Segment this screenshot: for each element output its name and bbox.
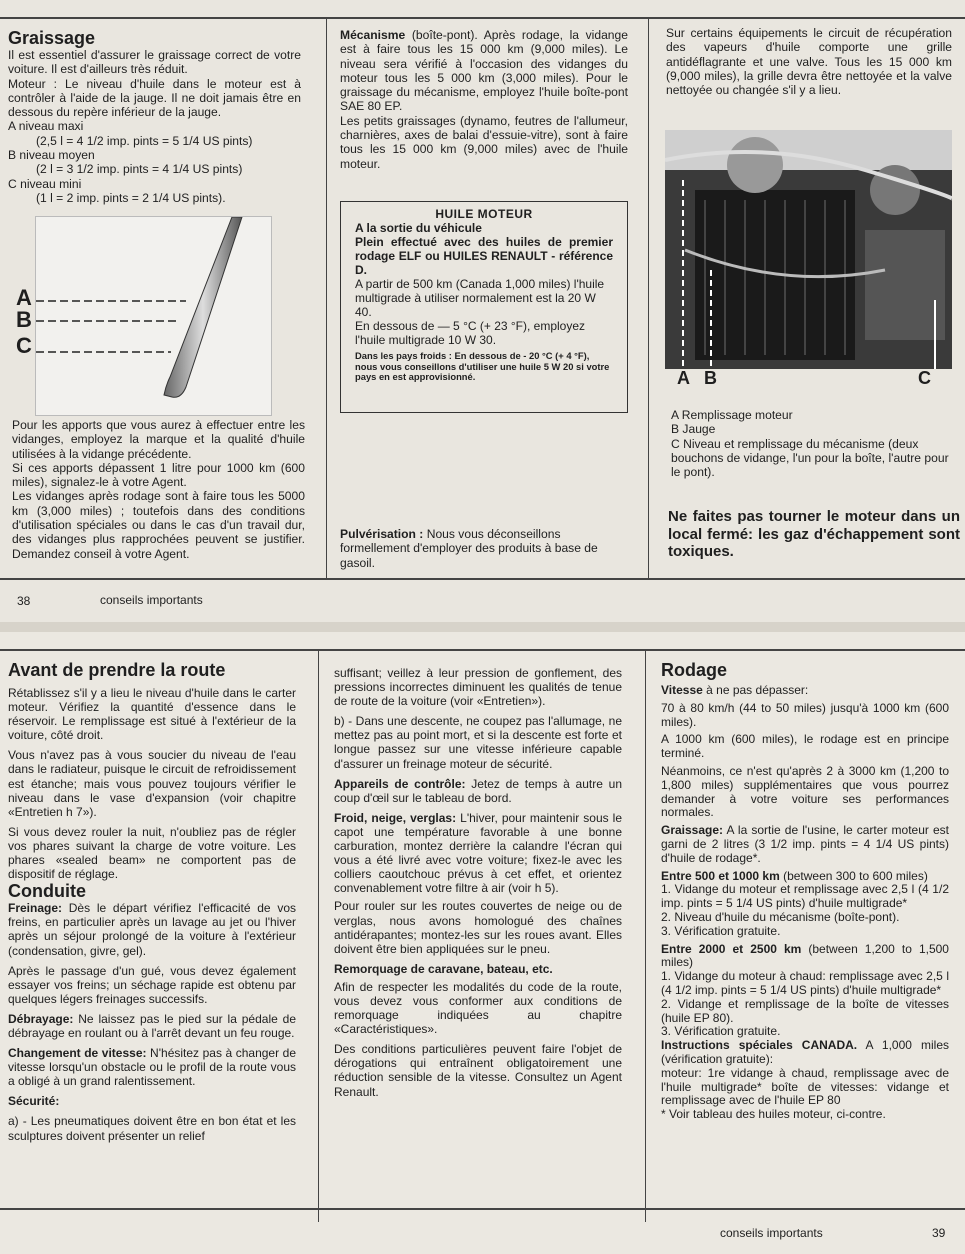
remorquage-label: Remorquage de caravane, bateau, etc. [334, 961, 553, 976]
paragraph: b) - Dans une descente, ne coupez pas l'allumage, ne mettez pas au point mort, et si la descente est forte et longue passez sur une vitesse inférieure capable d'assurer un freinage moteur de sécurité. [334, 714, 622, 771]
paragraph: Moteur : Le niveau d'huile dans le moteur est à contrôler à l'aide de la jauge. Il ne doit jamais être en dessous du repère inférieur de la jauge. [8, 76, 301, 120]
paragraph: Il est essentiel d'assurer le graissage correct de votre voiture. Il est d'ailleurs très réduit. [8, 48, 301, 77]
box-small-note: Dans les pays froids : En dessous de - 20 °C (+ 4 °F), nous vous conseillons d'utiliser une huile 5 W 20 si votre pays en est approvisionné. [355, 350, 610, 382]
list-item: 1. Vidange du moteur et remplissage avec 2,5 l (4 1/2 imp. pints = 5 1/4 US pints) d'huile multigrade* [661, 882, 949, 911]
paragraph: moteur: 1re vidange à chaud, remplissage avec de l'huile multigrade* boîte de vitesses: vidange et remplissage avec de l'huile EP 80 [661, 1065, 949, 1108]
vitesse-text: N'hésitez pas à changer de vitesse lorsqu'un obstacle ou le profil de la route vous a obligé à un grand ralentissement. [8, 1046, 296, 1089]
column-recuperation [666, 26, 952, 97]
page-number: 39 [932, 1226, 946, 1240]
photo-letter-c: C [918, 368, 931, 388]
paragraph: 70 à 80 km/h (44 to 50 miles) jusqu'à 1000 km (600 miles). [661, 700, 949, 729]
legend-item: C Niveau et remplissage du mécanisme (deux bouchons de vidange, l'un pour la boîte, l'autre pour le pont). [671, 436, 949, 480]
paragraph: Pour rouler sur les routes couvertes de neige ou de verglas, nous avons homologué des chaînes antidérapantes; montez-les sur les roues avant. Elles doivent être bien appliquées sur le pneu. [334, 899, 622, 956]
froid-text: L'hiver, pour maintenir sous le capot une température favorable à une bonne carburation, montez derrière la calandre l'écran qui vous a été livré avec votre voiture; fixez-le avec les colliers caoutchouc prévus à cet effet, et orientez convenablement votre filtre à air (voir h 5). [334, 810, 622, 896]
paragraph: Vous n'avez pas à vous soucier du niveau de l'eau dans le radiateur, puisque le circuit de refroidissement est étanche; mais vous pouvez toujours vérifier le niveau dans le vase d'expansion (voir chapitre «Entretien h 7»). [8, 748, 296, 819]
level-c-label: C niveau mini [8, 176, 82, 191]
engine-photo [665, 130, 952, 369]
column-graissage [8, 28, 301, 205]
paragraph: a) - Les pneumatiques doivent être en bon état et les sculptures doivent présenter un relief [8, 1114, 296, 1143]
entre-500-label: Entre 500 et 1000 km [661, 868, 780, 883]
footnote: * Voir tableau des huiles moteur, ci-contre. [661, 1107, 886, 1122]
appareils-text: Jetez de temps à autre un coup d'œil sur le tableau de bord. [334, 776, 622, 805]
pulverisation-text: Nous vous déconseillons formellement d'employer des produits à base de gasoil. [340, 527, 598, 570]
list-item: 1. Vidange du moteur à chaud: remplissage avec 2,5 l (4 1/2 imp. pints = 5 1/4 US pints) d'huile multigrade* [661, 969, 949, 997]
level-a-label: A niveau maxi [8, 119, 84, 134]
page-38 [0, 0, 965, 622]
paragraph: Si ces apports dépassent 1 litre pour 1000 km (600 miles), signalez-le à votre Agent. [12, 460, 305, 490]
paragraph: Les vidanges après rodage sont à faire tous les 5000 km (3,000 miles) ; toutefois dans des conditions d'utilisation spéciales ou dans le cas d'un travail dur, des vidanges plus rapprochées peuvent se justifier. Demandez conseil à votre Agent. [12, 489, 305, 561]
paragraph: suffisant; veillez à leur pression de gonflement, des pressions incorrectes diminuent les qualités de tenue de route de la voiture (voir «Entretien»). [334, 666, 622, 709]
level-b-label: B niveau moyen [8, 148, 95, 163]
paragraph: Pour les apports que vous aurez à effectuer entre les vidanges, employez la marque et la qualité d'huile utilisées à la vidange précédente. [12, 418, 305, 461]
paragraph: Afin de respecter les modalités du code de la route, vous devez vous conformer aux conditions de remorquage indiquées au chapitre «Caractéristiques». [334, 979, 622, 1037]
list-item: 2. Vidange et remplissage de la boîte de vitesses (huile EP 80). [661, 996, 949, 1025]
column-avant-route [8, 660, 296, 1143]
column-divider [326, 18, 327, 578]
engine-compartment-icon [665, 130, 952, 369]
top-rule [0, 17, 965, 19]
entre-500-text: (between 300 to 600 miles) [779, 868, 928, 883]
list-item: 2. Niveau d'huile du mécanisme (boîte-pont). [661, 909, 900, 924]
list-item: 3. Vérification gratuite. [661, 1024, 781, 1039]
footer-label: conseils importants [100, 593, 203, 607]
level-b-value: (2 l = 3 1/2 imp. pints = 4 1/4 US pints) [36, 162, 243, 177]
paragraph: A 1000 km (600 miles), le rodage est en principe terminé. [661, 732, 949, 761]
box-paragraph: A partir de 500 km (Canada 1,000 miles) l'huile multigrade à utiliser normalement est la 20 W 40. [355, 277, 605, 319]
debrayage-label: Débrayage: [8, 1011, 74, 1026]
entre-2000-text: (between 1,200 to 1,500 miles) [661, 941, 949, 970]
heading-graissage: Graissage [8, 28, 96, 48]
paragraph: Rétablissez s'il y a lieu le niveau d'huile dans le carter moteur. Vérifiez la quantité d'essence dans le réservoir. Le remplissage est situé à l'extérieur de la voiture, côté droit. [8, 686, 296, 743]
dipstick-letter-b: B [16, 307, 32, 332]
level-c-value: (1 l = 2 imp. pints = 2 1/4 US pints). [36, 190, 226, 205]
paragraph: Après le passage d'un gué, vous devez également essayer vos freins; un séchage rapide est obtenu par quelques légers freinages successifs. [8, 963, 296, 1006]
froid-label: Froid, neige, verglas: [334, 810, 457, 825]
photo-letter-a: A [677, 368, 690, 388]
photo-legend [671, 408, 953, 479]
graissage-text: A la sortie de l'usine, le carter moteur est garni de 2 litres (3 1/2 imp. pints = 4 1/4 US pints) d'huile de rodage*. [661, 823, 949, 865]
rodage-vitesse-label: Vitesse [661, 683, 703, 697]
dipstick-letter-c: C [16, 333, 32, 358]
column-divider [645, 650, 646, 1222]
box-subtitle: A la sortie du véhicule [355, 221, 482, 235]
securite-label: Sécurité: [8, 1094, 60, 1109]
level-a-value: (2,5 l = 4 1/2 imp. pints = 5 1/4 US pints) [36, 133, 253, 148]
column-divider [318, 650, 319, 1222]
huile-moteur-box [340, 201, 628, 413]
column-mecanisme [340, 28, 628, 171]
legend-item: A Remplissage moteur [671, 408, 793, 422]
column-conduite-continued [334, 666, 622, 1099]
legend-item: B Jauge [671, 422, 716, 437]
freinage-label: Freinage: [8, 901, 63, 916]
box-paragraph: En dessous de — 5 °C (+ 23 °F), employez l'huile multigrade 10 W 30. [355, 319, 586, 347]
column-graissage-continued [12, 418, 305, 561]
box-bold-text: Plein effectué avec des huiles de premier rodage ELF ou HUILES RENAULT - référence D. [355, 235, 613, 277]
mecanisme-text: (boîte-pont). Après rodage, la vidange est à faire tous les 15 000 km (9,000 miles). Le niveau sera vérifié à l'occasion des vidanges du moteur tous les 5 000 km (3,000 miles). Pour le graissage du mécanisme, employez l'huile boîte-pont SAE 80 EP. [340, 28, 628, 114]
page-number: 38 [17, 594, 31, 608]
mecanisme-label: Mécanisme [340, 28, 406, 42]
vitesse-label: Changement de vitesse: [8, 1046, 147, 1061]
box-title: HUILE MOTEUR [435, 207, 533, 221]
graissage-label: Graissage: [661, 823, 724, 838]
pulverisation [340, 527, 628, 570]
heading-avant-route: Avant de prendre la route [8, 660, 226, 680]
list-item: 3. Vérification gratuite. [661, 923, 781, 938]
bottom-rule [0, 578, 965, 580]
paragraph: Néanmoins, ce n'est qu'après 2 à 3000 km (1,200 to 1,800 miles) supplémentaires que vous pourrez demander à votre voiture ses performances normales. [661, 763, 949, 820]
debrayage-text: Ne laissez pas le pied sur la pédale de débrayage en roulant ou à l'arrêt devant un feu rouge. [8, 1011, 296, 1040]
freinage-text: Dès le départ vérifiez l'efficacité de vos freins, en particulier après un lavage au jet ou l'hiver après un séjour prolongé de la voiture à l'extérieur (condensation, givre, gel). [8, 901, 296, 958]
paragraph: Sur certains équipements le circuit de récupération des vapeurs d'huile comporte une grille antidéflagrante et une valve. Tous les 15 000 km (9,000 miles), la grille devra être nettoyée et la valve nettoyée ou changée s'il y a lieu. [666, 26, 952, 98]
entre-2000-label: Entre 2000 et 2500 km [661, 941, 802, 956]
dipstick-letter-a: A [16, 285, 32, 310]
heading-rodage: Rodage [661, 660, 728, 680]
warning-text: Ne faites pas tourner le moteur dans un local fermé: les gaz d'échappement sont toxiques. [668, 508, 960, 560]
photo-letter-b: B [704, 368, 717, 388]
column-rodage [661, 660, 949, 1122]
canada-label: Instructions spéciales CANADA. [661, 1038, 858, 1053]
column-divider [648, 18, 649, 578]
pulverisation-label: Pulvérisation : [340, 527, 424, 541]
paragraph: Des conditions particulières peuvent faire l'objet de dérogations qui entraînent obligatoirement une réduction sensible de la vitesse. Consultez un Agent Renault. [334, 1042, 622, 1099]
heading-conduite: Conduite [8, 881, 86, 902]
dipstick-icon [36, 217, 271, 415]
bottom-rule [0, 1208, 965, 1210]
footer-label: conseils importants [720, 1226, 823, 1240]
rodage-vitesse-text: à ne pas dépasser: [702, 683, 809, 697]
canada-text: A 1,000 miles (vérification gratuite): [661, 1038, 949, 1066]
page-39 [0, 632, 965, 1254]
paragraph: Les petits graissages (dynamo, feutres de l'allumeur, charnières, axes de balai d'essuie-vitre), sont à faire tous les 15 000 km (9,000 miles) avec de l'huile moteur. [340, 113, 628, 171]
paragraph: Si vous devez rouler la nuit, n'oubliez pas de régler vos phares suivant la charge de votre voiture. Les phares «sealed beam» ne comportent pas de dispositif de réglage. [8, 824, 296, 882]
page-gap [0, 622, 965, 632]
appareils-label: Appareils de contrôle: [334, 776, 466, 791]
dipstick-illustration [35, 216, 272, 416]
top-rule [0, 649, 965, 651]
